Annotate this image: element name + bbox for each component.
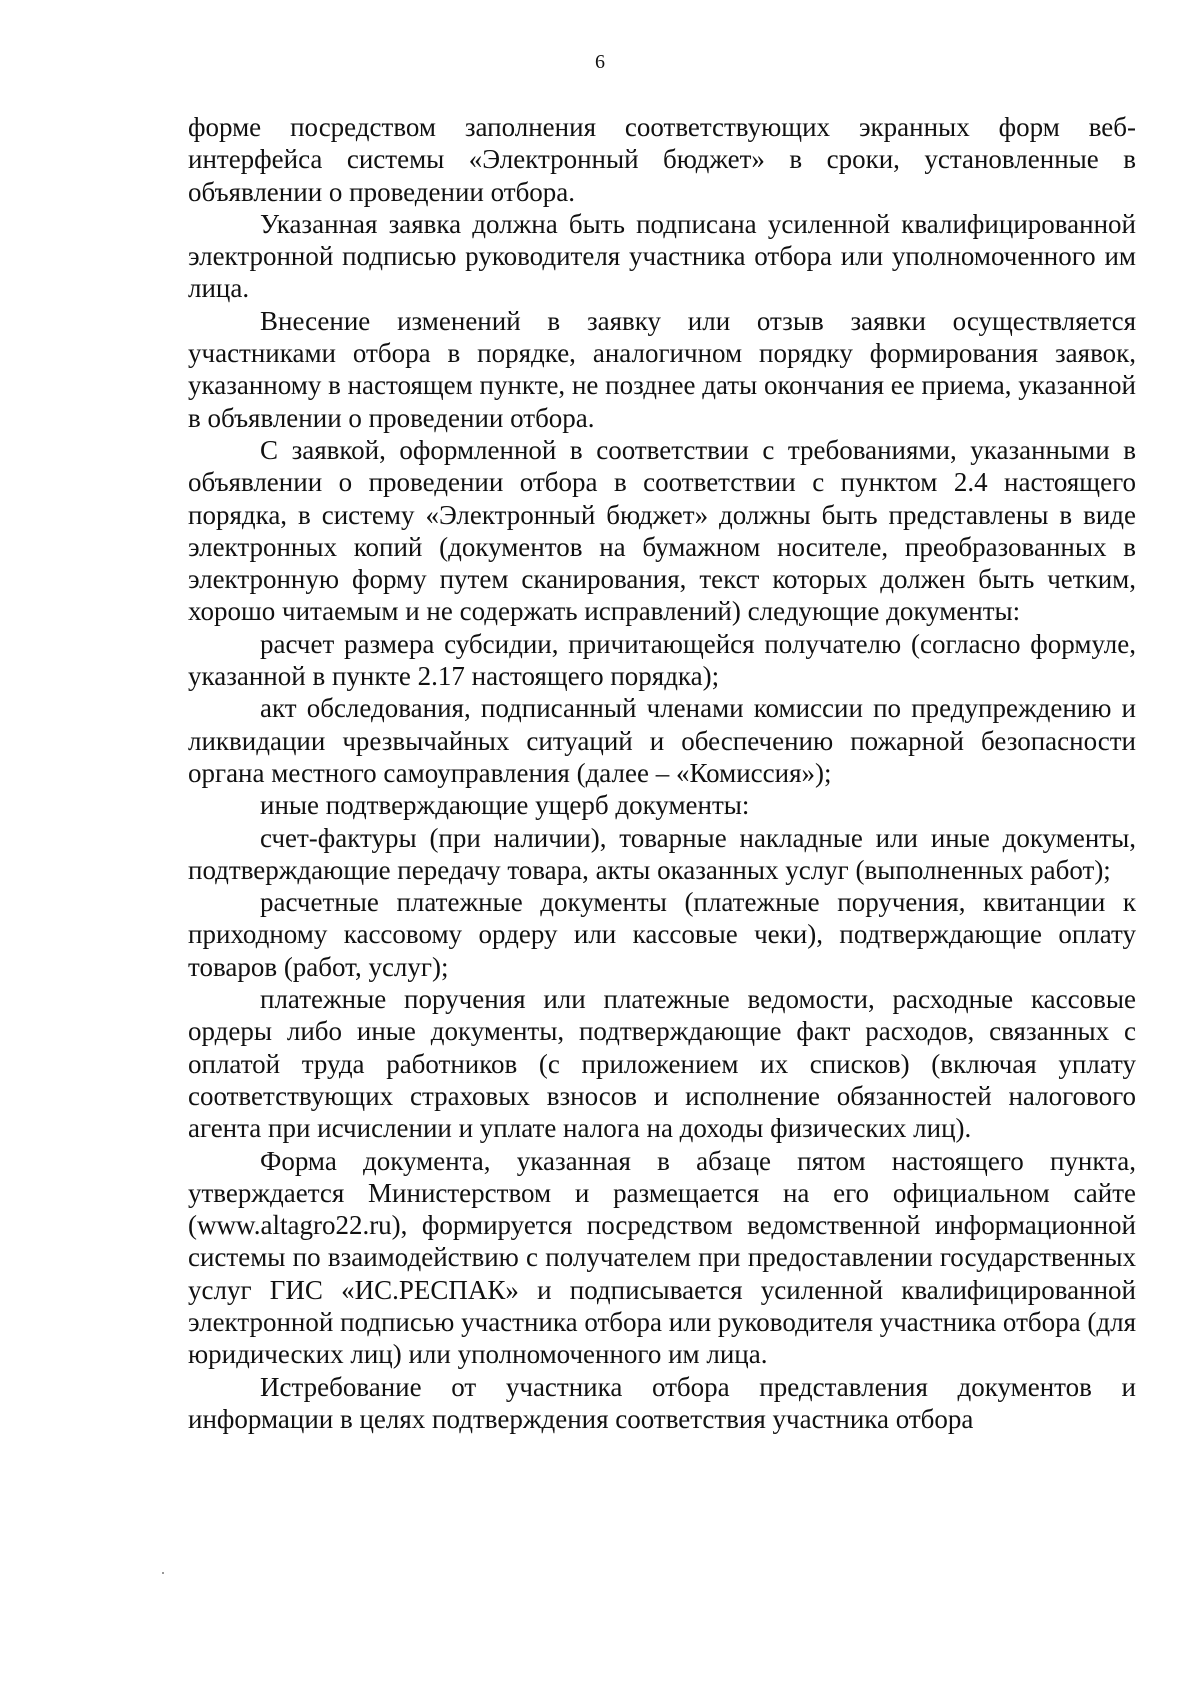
paragraph-3: Внесение изменений в заявку или отзыв заявки осуществляется участниками отбора в порядке, аналогичном порядку формирования заявок, указанному в настоящем пункте, не позднее даты окончания ее приема, указанной в объявлении о проведении отбора. bbox=[188, 305, 1136, 433]
paragraph-1: форме посредством заполнения соответствующих экранных форм веб-интерфейса системы «Электронный бюджет» в сроки, установленные в объявлении о проведении отбора. bbox=[188, 112, 1136, 207]
paragraph-12: Истребование от участника отбора представления документов и информации в целях подтверждения соответствия участника отбора bbox=[188, 1371, 1136, 1434]
paragraph-7: иные подтверждающие ущерб документы: bbox=[260, 790, 750, 821]
paragraph-10: платежные поручения или платежные ведомости, расходные кассовые ордеры либо иные документы, подтверждающие факт расходов, связанных с оплатой труда работников (с приложением их списков) (включая уплату соответствующих страховых взносов и исполнение обязанностей налогового агента при исчислении и уплате налога на доходы физических лиц). bbox=[188, 984, 1136, 1144]
paragraph-11: Форма документа, указанная в абзаце пятом настоящего пункта, утверждается Министерством и размещается на его официальном сайте (www.altagro22.ru), формируется посредством ведомственной информационной системы по взаимодействию с получателем при предоставлении государственных услуг ГИС «ИС.РЕСПАК» и подписывается усиленной квалифицированной электронной подписью участника отбора или руководителя участника отбора (для юридических лиц) или уполномоченного им лица. bbox=[188, 1145, 1136, 1370]
paragraph-4: С заявкой, оформленной в соответствии с требованиями, указанными в объявлении о проведении отбора в соответствии с пунктом 2.4 настоящего порядка, в систему «Электронный бюджет» должны быть представлены в виде электронных копий (документов на бумажном носителе, преобразованных в электронную форму путем сканирования, текст которых должен быть четким, хорошо читаемым и не содержать исправлений) следующие документы: bbox=[188, 434, 1136, 627]
paragraph-6: акт обследования, подписанный членами комиссии по предупреждению и ликвидации чрезвычайных ситуаций и обеспечению пожарной безопасности органа местного самоуправления (далее – «Комиссия»); bbox=[188, 693, 1136, 788]
document-body bbox=[188, 111, 1136, 1435]
paragraph-9: расчетные платежные документы (платежные поручения, квитанции к приходному кассовому ордеру или кассовые чеки), подтверждающие оплату товаров (работ, услуг); bbox=[188, 887, 1136, 982]
scan-speck bbox=[162, 1572, 164, 1574]
page-number: 6 bbox=[595, 51, 605, 73]
paragraph-5: расчет размера субсидии, причитающейся получателю (согласно формуле, указанной в пункте 2.17 настоящего порядка); bbox=[188, 628, 1136, 692]
paragraph-8: счет-фактуры (при наличии), товарные накладные или иные документы, подтверждающие передачу товара, акты оказанных услуг (выполненных работ); bbox=[188, 822, 1136, 885]
paragraph-2: Указанная заявка должна быть подписана усиленной квалифицированной электронной подписью руководителя участника отбора или уполномоченного им лица. bbox=[188, 208, 1136, 304]
